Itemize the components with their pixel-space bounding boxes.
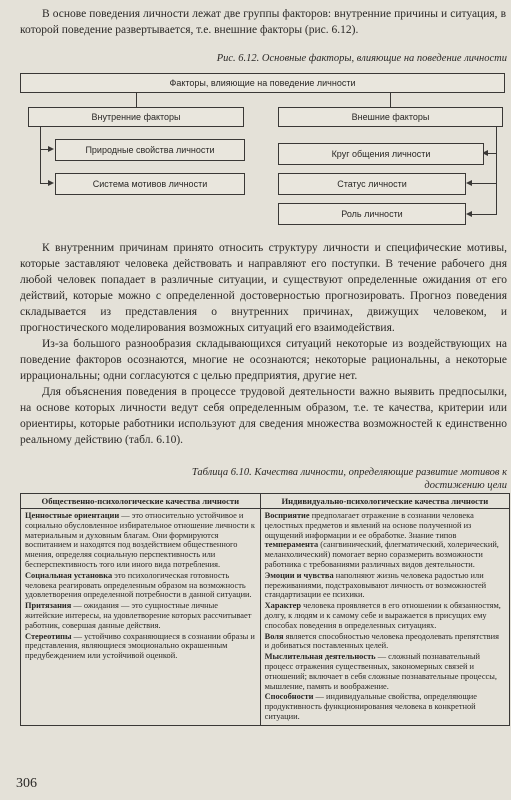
entry-term: Характер <box>264 601 302 611</box>
entry-term: Притязания <box>25 601 72 611</box>
entry-text: это психологическая готовность человека реагировать определенным образом на возможность удовлетворения определенной потребности в данной ситуации. <box>25 570 252 600</box>
connector <box>470 183 496 184</box>
table-entry <box>265 571 505 600</box>
external-factors-box: Внешние факторы <box>278 107 503 127</box>
entry-term: Стереотипы <box>25 631 72 641</box>
diagram-top-box: Факторы, влияющие на поведение личности <box>20 73 505 93</box>
table-header: Общественно-психологические качества личности <box>21 494 261 509</box>
entry-text: (сангвинический, флегматический, холерический, меланхолический) помогает верно соразмерить возможности работника с требованиями различных видов деятельности. <box>264 540 499 569</box>
entry-term: Воля <box>264 631 284 641</box>
entry-text: человека проявляется в его отношении к обязанностям, долгу, к людям и к самому себе и выражается в присущих ему способах поведения в определенных ситуациях. <box>264 601 501 630</box>
table-entry <box>25 511 256 570</box>
table-entry <box>265 511 505 570</box>
entry-text: — индивидуальные свойства, определяющие продуктивность функционирования человека в конкретной ситуации. <box>264 692 477 721</box>
factors-diagram <box>0 0 511 240</box>
table-cell-left <box>21 509 261 726</box>
table-entry <box>265 601 505 630</box>
external-item-3: Роль личности <box>278 203 466 225</box>
entry-term: Социальная установка <box>25 570 113 580</box>
paragraph: К внутренним причинам принято относить структуру личности и специфические мотивы, которые заставляют человека действовать и направляют его поступки. В течение рабочего дня любой человек попадает в различные ситуации, и существуют определенные ожидания от его действий, которые можно с определенной достоверностью прогнозировать. Прогноз поведения складывается из представления о внутренних причинах, движущих человеком, и прогностического моделирования возможных ситуаций его взаимодействия. <box>20 242 507 334</box>
table-entry <box>265 652 505 691</box>
internal-item-2: Система мотивов личности <box>55 173 245 195</box>
connector <box>136 93 137 107</box>
entry-term: Способности <box>264 692 314 702</box>
entry-text: — ожидания — это сущностные личные житейские интересы, на удовлетворение которых рассчитывает работник, совершая данные действия. <box>25 601 252 630</box>
table-caption: Таблица 6.10. Качества личности, определяющие развитие мотивов к достижению цели <box>191 467 507 491</box>
entry-term: Ценностные ориентации <box>25 511 120 520</box>
table-cell-right <box>260 509 509 726</box>
internal-factors-box: Внутренние факторы <box>28 107 244 127</box>
figure-caption: Рис. 6.12. Основные факторы, влияющие на поведение личности <box>216 53 507 64</box>
entry-text: — сложный познавательный процесс отражения существенных, закономерных связей и отношений; включает в себя сложные познавательные процессы, мышление, память и воображение. <box>264 652 497 691</box>
entry-text: является способностью человека преодолевать препятствия и добиваться поставленных целей. <box>264 631 499 651</box>
connector <box>390 93 391 107</box>
entry-term: темперамента <box>264 540 319 550</box>
internal-item-1: Природные свойства личности <box>55 139 245 161</box>
entry-text: — это относительно устойчивое и социально обусловленное избирательное отношение личности к материальным и духовным благам. Они формируются воспитанием и находятся под воздействием общественного мнения, определяя социальную перспективность или бесперспективность того или иного вида потребления. <box>25 511 255 569</box>
entry-text: предполагает отражение в сознании человека целостных предметов и явлений на основе полученной из ощущений информации и ее обработке. Знание типов <box>264 511 474 540</box>
body-text <box>20 240 507 448</box>
arrow-left-icon <box>466 180 472 186</box>
arrow-right-icon <box>48 146 54 152</box>
entry-term: Эмоции и чувства <box>264 570 334 580</box>
entry-term: Мыслительная деятельность <box>264 652 376 662</box>
connector <box>496 127 497 215</box>
arrow-left-icon <box>466 211 472 217</box>
external-item-2: Статус личности <box>278 173 466 195</box>
table-entry <box>25 601 256 630</box>
qualities-table <box>20 493 510 726</box>
table-entry <box>265 632 505 652</box>
table-entry <box>265 692 505 721</box>
table-entry <box>25 632 256 661</box>
intro-paragraph: В основе поведения личности лежат две группы факторов: внутренние причины и ситуация, в которой поведение развертывается, т.е. внешние факторы (рис. 6.12). <box>20 8 506 36</box>
paragraph: Из-за большого разнообразия складывающихся ситуаций некоторые из воздействующих на поведение факторов осознаются, многие не осознаются; некоторые рациональны, а некоторые иррациональны; одни согласуются с целью предприятия, другие нет. <box>20 338 507 382</box>
entry-text: наполняют жизнь человека радостью или переживаниями, подстраховывают личность от возможностей стандартизации ее психики. <box>264 570 487 600</box>
connector <box>470 214 496 215</box>
connector <box>40 127 41 183</box>
table-entry <box>25 571 256 600</box>
table-header: Индивидуально-психологические качества личности <box>260 494 509 509</box>
external-item-1: Круг общения личности <box>278 143 484 165</box>
page-number: 306 <box>16 776 37 791</box>
arrow-right-icon <box>48 180 54 186</box>
entry-text: — устойчиво сохраняющиеся в сознании образы и представления, являющиеся эмоционально окрашенным предубеждением или устойчивой оценкой. <box>25 631 255 661</box>
entry-term: Восприятие <box>264 511 310 520</box>
paragraph: Для объяснения поведения в процессе трудовой деятельности важно выявить предпосылки, на основе которых личности ведут себя определенным образом, т.е. те качества, критерии или ориентиры, которые работники используют для сведения множества возможностей к единственно реальному действию (табл. 6.10). <box>20 386 507 446</box>
